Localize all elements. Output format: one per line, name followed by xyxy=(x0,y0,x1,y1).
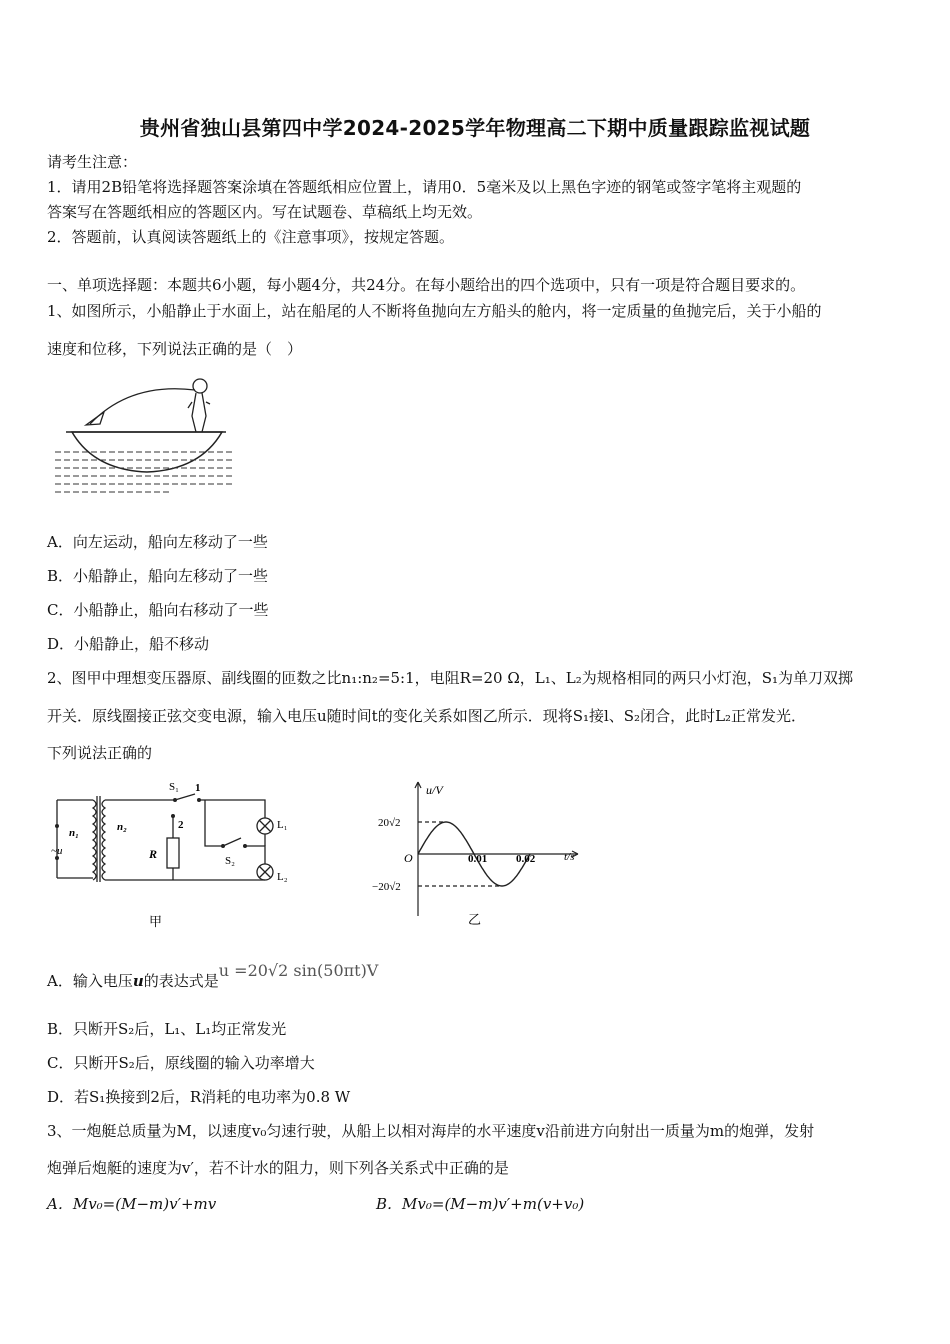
notice-line-1b: 答案写在答题纸相应的答题区内。写在试题卷、草稿纸上均无效。 xyxy=(47,203,483,221)
ymin-label: −20√2 xyxy=(372,881,401,893)
q1-option-a: A．向左运动，船向左移动了一些 xyxy=(47,533,268,551)
label-u: ~u xyxy=(51,845,63,857)
x-axis-label: t/s xyxy=(564,851,575,863)
resistor-r xyxy=(167,838,179,868)
y-axis-label: u/V xyxy=(426,783,443,797)
q2-line-1: 2、图甲中理想变压器原、副线圈的匝数之比n₁:n₂=5:1，电阻R=20 Ω，L₁、L₂为规格相同的两只小灯泡，S₁为单刀双掷 xyxy=(47,669,854,687)
label-r: R xyxy=(149,847,158,861)
notice-line-1: 1．请用2B铅笔将选择题答案涂填在答题纸相应位置上，请用0．5毫米及以上黑色字迹的钢笔或签字笔将主观题的 xyxy=(47,178,802,196)
switch-s2 xyxy=(223,838,241,846)
label-s1: S₁ xyxy=(169,781,179,793)
q1-option-c: C．小船静止，船向右移动了一些 xyxy=(47,601,269,619)
label-s2: S₂ xyxy=(225,855,235,867)
q3-option-a: A．Mv₀=(M−m)v′+mv xyxy=(47,1195,217,1213)
voltage-chart xyxy=(370,776,590,931)
q2-option-b: B．只断开S₂后，L₁、L₁均正常发光 xyxy=(47,1020,287,1038)
circuit-figure xyxy=(45,778,325,933)
primary-coil xyxy=(93,800,96,880)
q2-line-3: 下列说法正确的 xyxy=(47,744,153,762)
person-body xyxy=(188,393,210,432)
q1-option-d: D．小船静止，船不移动 xyxy=(47,635,210,653)
q2-option-c: C．只断开S₂后，原线圈的输入功率增大 xyxy=(47,1054,315,1072)
page-title: 贵州省独山县第四中学2024-2025学年物理高二下期中质量跟踪监视试题 xyxy=(139,116,811,140)
q1-option-b: B．小船静止，船向左移动了一些 xyxy=(47,567,269,585)
q2-option-a: A．输入电压u的表达式是u =20√2 sin(50πt)V xyxy=(47,961,379,990)
q1-line-2: 速度和位移，下列说法正确的是（ ） xyxy=(47,340,303,358)
x-tick-2: 0.02 xyxy=(516,853,536,865)
formula-image: u =20√2 sin(50πt)V xyxy=(218,961,379,980)
q2-option-d: D．若S₁换接到2后，R消耗的电功率为0.8 W xyxy=(47,1088,351,1106)
q3-line-2: 炮弹后炮艇的速度为v′，若不计水的阻力，则下列各关系式中正确的是 xyxy=(47,1159,509,1177)
notice-line-2: 2．答题前，认真阅读答题纸上的《注意事项》，按规定答题。 xyxy=(47,228,455,246)
caption-yi: 乙 xyxy=(468,912,482,927)
q3-option-b: B．Mv₀=(M−m)v′+m(v+v₀) xyxy=(376,1195,585,1213)
x-tick-1: 0.01 xyxy=(468,853,488,865)
label-n2: n₂ xyxy=(117,821,127,833)
notice-heading: 请考生注意： xyxy=(47,153,138,171)
person-head xyxy=(193,379,207,393)
caption-jia: 甲 xyxy=(149,914,163,929)
q1-line-1: 1、如图所示，小船静止于水面上，站在船尾的人不断将鱼抛向左方船头的舱内，将一定质量的鱼抛完后，关于小船的 xyxy=(47,302,822,320)
q2-line-2: 开关．原线圈接正弦交变电源，输入电压u随时间t的变化关系如图乙所示．现将S₁接l、S₂闭合，此时L₂正常发光． xyxy=(47,707,807,725)
ymax-label: 20√2 xyxy=(378,817,401,829)
secondary-coil xyxy=(102,800,105,880)
boat-figure xyxy=(50,372,240,500)
origin-label: O xyxy=(404,851,413,865)
fish-trajectory xyxy=(90,389,195,424)
fish-arrow xyxy=(86,412,104,425)
label-1: 1 xyxy=(195,782,201,794)
label-l1: L₁ xyxy=(277,819,288,831)
label-l2: L₂ xyxy=(277,871,288,883)
label-2: 2 xyxy=(178,819,184,831)
label-n1: n₁ xyxy=(69,827,79,839)
q3-line-1: 3、一炮艇总质量为M，以速度v₀匀速行驶，从船上以相对海岸的水平速度v沿前进方向射出一质量为m的炮弹，发射 xyxy=(47,1122,815,1140)
switch-s1 xyxy=(175,794,195,800)
section-heading: 一、单项选择题：本题共6小题，每小题4分，共24分。在每小题给出的四个选项中，只有一项是符合题目要求的。 xyxy=(47,276,806,294)
